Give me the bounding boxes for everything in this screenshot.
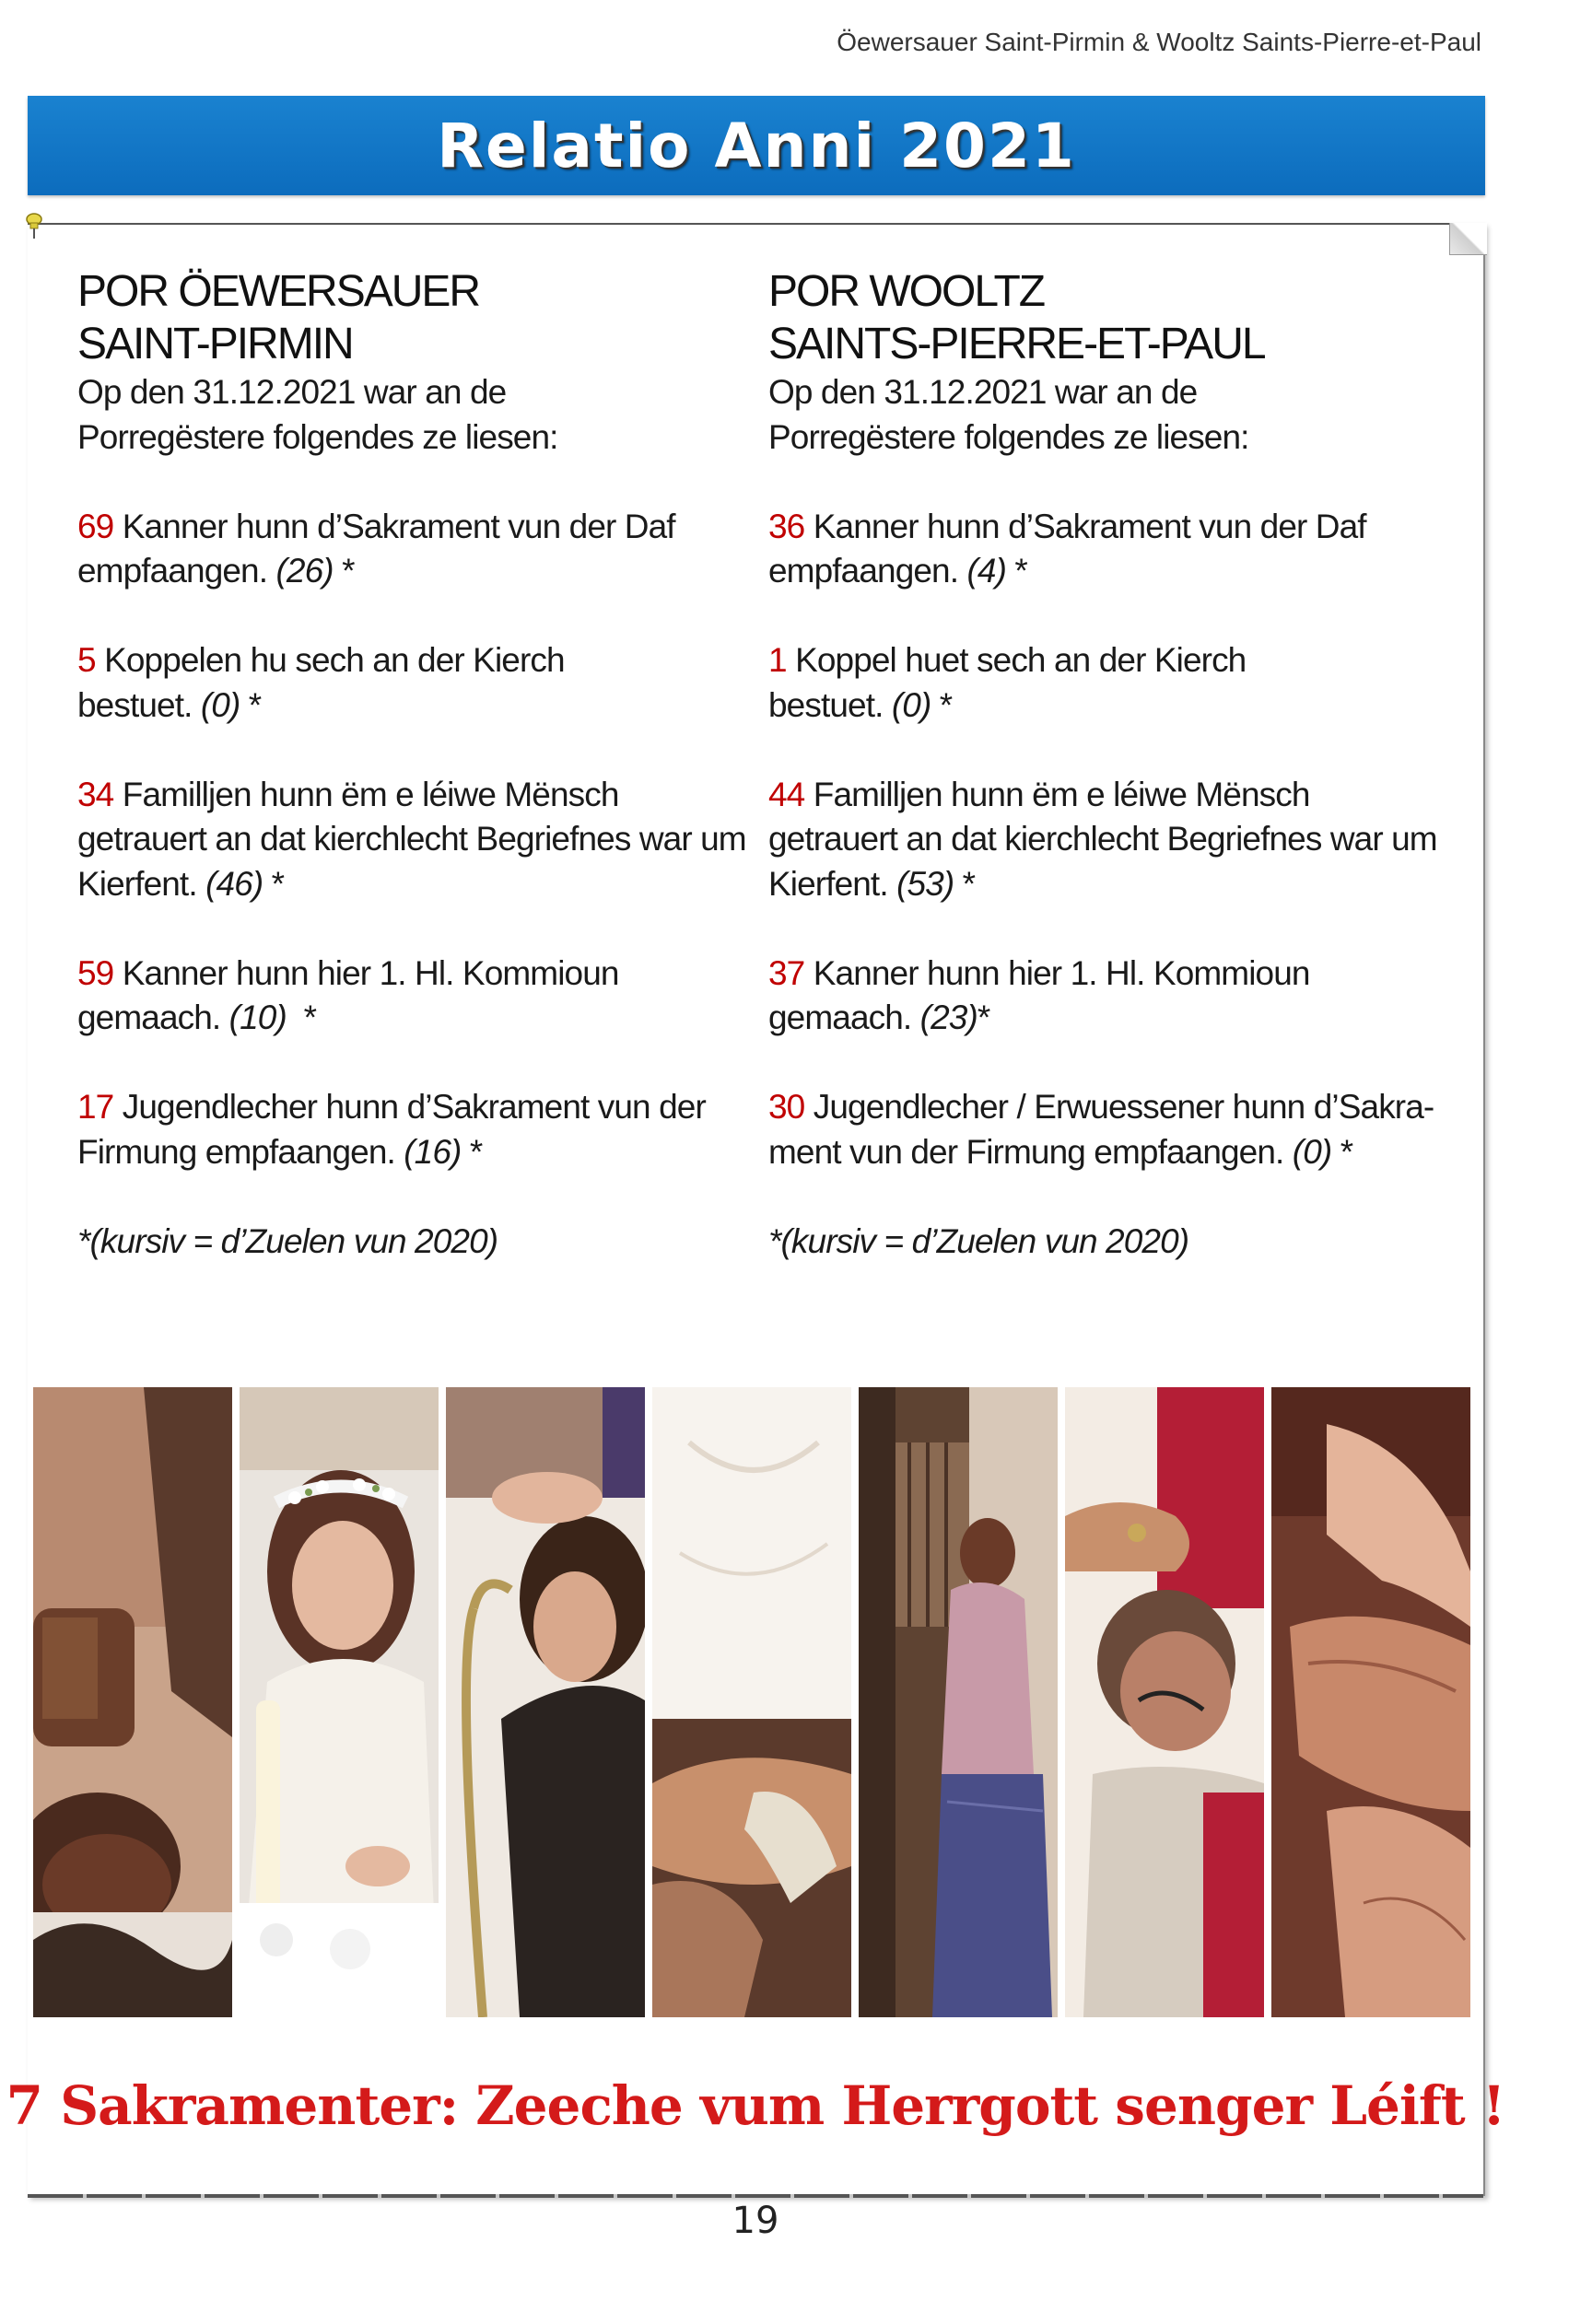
heading-line: POR ÖEWERSAUER <box>77 267 480 316</box>
prev-year-number: (0) <box>1292 1132 1332 1171</box>
intro-line: Op den 31.12.2021 war an de <box>77 373 507 411</box>
page-title: Relatio Anni 2021 <box>437 110 1076 181</box>
stat-text: Kanner hunn hier 1. Hl. Kommioun <box>113 953 619 992</box>
pushpin-icon <box>24 212 44 244</box>
asterisk: * <box>1006 552 1027 590</box>
prev-year-number: (10) <box>228 999 287 1036</box>
stat-text: gemaach. <box>768 999 920 1036</box>
stat-funeral <box>77 773 750 907</box>
stat-text: Kanner hunn hier 1. Hl. Kommioun <box>804 953 1310 992</box>
stat-text: Kierfent. <box>77 864 206 903</box>
gallery-caption: 7 Sakramenter: Zeeche vum Herrgott senger Léift ! <box>6 2074 1505 2137</box>
stat-text: Kierfent. <box>768 864 897 903</box>
intro-line: Op den 31.12.2021 war an de <box>768 373 1198 411</box>
footnote <box>768 1220 1441 1265</box>
stat-baptism <box>77 505 750 594</box>
paper-edge <box>28 2194 1483 2198</box>
stat-number: 37 <box>768 953 805 992</box>
asterisk: * <box>286 999 317 1036</box>
prev-year-number: (23) <box>919 999 977 1036</box>
column-heading <box>77 265 750 370</box>
asterisk: * <box>263 864 285 903</box>
stat-text: Familljen hunn ëm e léiwe Mënsch <box>113 775 619 813</box>
stat-text: getrauert an dat kierchlecht Begriefnes war um <box>768 820 1437 858</box>
stat-text: Familljen hunn ëm e léiwe Mënsch <box>804 775 1310 813</box>
heading-line: SAINT-PIRMIN <box>77 320 353 368</box>
stat-number: 30 <box>768 1088 805 1126</box>
intro-text <box>768 370 1441 460</box>
parish-column-oewersauer <box>77 265 750 1309</box>
stat-number: 44 <box>768 775 805 813</box>
photo-ordination <box>1065 1387 1264 2017</box>
stat-text: bestuet. <box>77 685 201 724</box>
prev-year-number: (46) <box>205 864 263 903</box>
prev-year-number: (4) <box>966 552 1007 590</box>
prev-year-number: (16) <box>404 1132 462 1171</box>
stat-number: 36 <box>768 507 805 545</box>
footnote-text: *(kursiv = d’Zuelen vun 2020) <box>77 1221 498 1260</box>
heading-line: POR WOOLTZ <box>768 267 1045 316</box>
intro-line: Porregëstere folgendes ze liesen: <box>768 417 1249 456</box>
heading-line: SAINTS-PIERRE-ET-PAUL <box>768 320 1265 368</box>
prev-year-number: (0) <box>200 685 240 724</box>
stat-number: 5 <box>77 641 96 679</box>
parish-column-wooltz <box>768 265 1441 1309</box>
stat-marriage <box>768 638 1441 728</box>
photo-anointing <box>1271 1387 1470 2017</box>
stat-marriage <box>77 638 750 728</box>
prev-year-number: (26) <box>275 552 334 590</box>
stat-text: Koppel huet sech an der Kierch <box>786 641 1247 679</box>
running-header: Öewersauer Saint-Pirmin & Wooltz Saints-Pierre-et-Paul <box>837 28 1481 56</box>
stat-number: 34 <box>77 775 114 813</box>
stat-text: Jugendlecher / Erwuessener hunn d’Sakra- <box>804 1088 1434 1126</box>
asterisk: * <box>461 1132 483 1171</box>
stat-text: empfaangen. <box>768 552 967 590</box>
stat-funeral <box>768 773 1441 907</box>
stat-text: Kanner hunn d’Sakrament vun der Daf <box>113 507 675 545</box>
stat-text: bestuet. <box>768 685 892 724</box>
stat-text: empfaangen. <box>77 552 276 590</box>
stat-text: Firmung empfaangen. <box>77 1132 404 1171</box>
photo-first-communion <box>240 1387 439 2017</box>
stat-text: getrauert an dat kierchlecht Begriefnes war um <box>77 820 746 858</box>
intro-text <box>77 370 750 460</box>
sacraments-photo-strip <box>33 1387 1478 2017</box>
footnote <box>77 1220 750 1265</box>
photo-confirmation <box>446 1387 645 2017</box>
asterisk: * <box>954 864 976 903</box>
asterisk: * <box>931 685 953 724</box>
photo-marriage <box>652 1387 851 2017</box>
stat-number: 17 <box>77 1088 114 1126</box>
prev-year-number: (53) <box>896 864 954 903</box>
stat-number: 1 <box>768 641 787 679</box>
asterisk: * <box>1331 1132 1353 1171</box>
page-number: 19 <box>732 2200 779 2242</box>
stat-number: 59 <box>77 953 114 992</box>
column-heading <box>768 265 1441 370</box>
asterisk: * <box>977 999 990 1036</box>
photo-confession <box>859 1387 1058 2017</box>
photo-baptism <box>33 1387 232 2017</box>
stat-text: Kanner hunn d’Sakrament vun der Daf <box>804 507 1366 545</box>
stat-text: Koppelen hu sech an der Kierch <box>95 641 565 679</box>
stat-confirmation <box>77 1085 750 1174</box>
stat-number: 69 <box>77 507 114 545</box>
asterisk: * <box>333 552 355 590</box>
stat-text: gemaach. <box>77 999 229 1036</box>
page-curl <box>1449 223 1487 255</box>
intro-line: Porregëstere folgendes ze liesen: <box>77 417 558 456</box>
stat-text: ment vun der Firmung empfaangen. <box>768 1132 1293 1171</box>
stat-text: Jugendlecher hunn d’Sakrament vun der <box>113 1088 706 1126</box>
asterisk: * <box>240 685 262 724</box>
title-banner <box>28 96 1485 195</box>
footnote-text: *(kursiv = d’Zuelen vun 2020) <box>768 1221 1189 1260</box>
stat-communion <box>768 952 1441 1041</box>
stat-communion <box>77 952 750 1041</box>
stat-confirmation <box>768 1085 1441 1174</box>
prev-year-number: (0) <box>891 685 931 724</box>
stat-baptism <box>768 505 1441 594</box>
